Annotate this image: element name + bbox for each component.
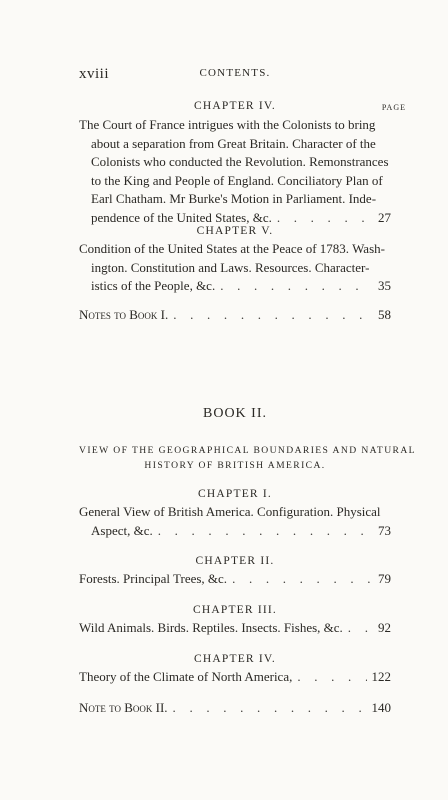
entry-text: Notes to Book I. bbox=[79, 307, 169, 322]
page-number: 27 bbox=[378, 209, 391, 225]
toc-entry-b2-ch3 bbox=[79, 619, 391, 638]
entry-text: Wild Animals. Birds. Reptiles. Insects. Fishes, &c. bbox=[79, 620, 343, 635]
page-number: 58 bbox=[378, 307, 391, 322]
page-number: 35 bbox=[378, 278, 391, 294]
subtitle-line: HISTORY OF BRITISH AMERICA. bbox=[144, 460, 326, 471]
entry-line: Colonists who conducted the Revolution. Remonstrances bbox=[91, 154, 389, 170]
dot-leader bbox=[297, 668, 366, 687]
entry-text: istics of the People, &c. bbox=[91, 278, 216, 294]
entry-text: pendence of the United States, &c. bbox=[91, 209, 272, 225]
page-number: 122 bbox=[371, 669, 391, 684]
entry-line: about a separation from Great Britain. Character of the bbox=[91, 135, 376, 151]
dot-leader bbox=[220, 277, 373, 296]
chapter-heading-b2-ch1: CHAPTER I. bbox=[198, 488, 272, 500]
entry-line: ington. Constitution and Laws. Resources. Character- bbox=[91, 259, 370, 275]
chapter-heading-b2-ch3: CHAPTER III. bbox=[192, 604, 278, 616]
entry-last-line bbox=[79, 668, 391, 687]
entry-last-line bbox=[79, 306, 391, 325]
entry-last-line bbox=[79, 619, 391, 638]
page-header bbox=[79, 66, 391, 84]
dot-leader bbox=[158, 522, 373, 541]
entry-line: General View of British America. Configuration. Physical bbox=[79, 504, 381, 519]
entry-last-line bbox=[79, 277, 391, 296]
toc-entry-note-book2 bbox=[79, 699, 391, 718]
toc-entry-notes-book1 bbox=[79, 306, 391, 325]
page-number: 79 bbox=[378, 571, 391, 586]
page-column-label: PAGE bbox=[381, 103, 406, 112]
book-subtitle bbox=[79, 443, 416, 473]
toc-entry-b2-ch2 bbox=[79, 570, 391, 589]
toc-entry-b1-ch4 bbox=[79, 116, 391, 228]
entry-text: Note to Book II. bbox=[79, 700, 168, 715]
entry-text: Theory of the Climate of North America, bbox=[79, 669, 293, 684]
page-number: 92 bbox=[378, 620, 391, 635]
entry-line: Earl Chatham. Mr Burke's Motion in Parliament. Inde- bbox=[91, 191, 377, 207]
entry-text: Aspect, &c. bbox=[91, 522, 153, 538]
chapter-heading-b1-ch4: CHAPTER IV. bbox=[194, 100, 276, 112]
toc-entry-b2-ch1 bbox=[79, 503, 391, 540]
entry-text: Forests. Principal Trees, &c. bbox=[79, 571, 228, 586]
toc-entry-b2-ch4 bbox=[79, 668, 391, 687]
dot-leader bbox=[348, 619, 373, 638]
page-number: 140 bbox=[371, 700, 391, 715]
entry-line: to the King and People of England. Conciliatory Plan of bbox=[91, 172, 383, 188]
running-title: CONTENTS. bbox=[199, 67, 271, 79]
dot-leader bbox=[173, 306, 373, 325]
toc-entry-b1-ch5 bbox=[79, 240, 391, 296]
page-number: 73 bbox=[378, 522, 391, 538]
dot-leader bbox=[173, 699, 367, 718]
entry-line: The Court of France intrigues with the Colonists to bring bbox=[79, 117, 376, 132]
subtitle-line: VIEW OF THE GEOGRAPHICAL BOUNDARIES AND NATURAL bbox=[79, 445, 416, 456]
chapter-heading-b2-ch2: CHAPTER II. bbox=[195, 555, 275, 567]
chapter-heading-b2-ch4: CHAPTER IV. bbox=[194, 653, 276, 665]
entry-last-line bbox=[79, 570, 391, 589]
page-folio: xviii bbox=[79, 66, 110, 82]
entry-last-line bbox=[79, 699, 391, 718]
dot-leader bbox=[232, 570, 373, 589]
chapter-heading-b1-ch5: CHAPTER V. bbox=[196, 225, 274, 237]
entry-line: Condition of the United States at the Peace of 1783. Wash- bbox=[79, 241, 385, 256]
book-title: BOOK II. bbox=[203, 406, 267, 421]
entry-last-line bbox=[79, 522, 391, 541]
